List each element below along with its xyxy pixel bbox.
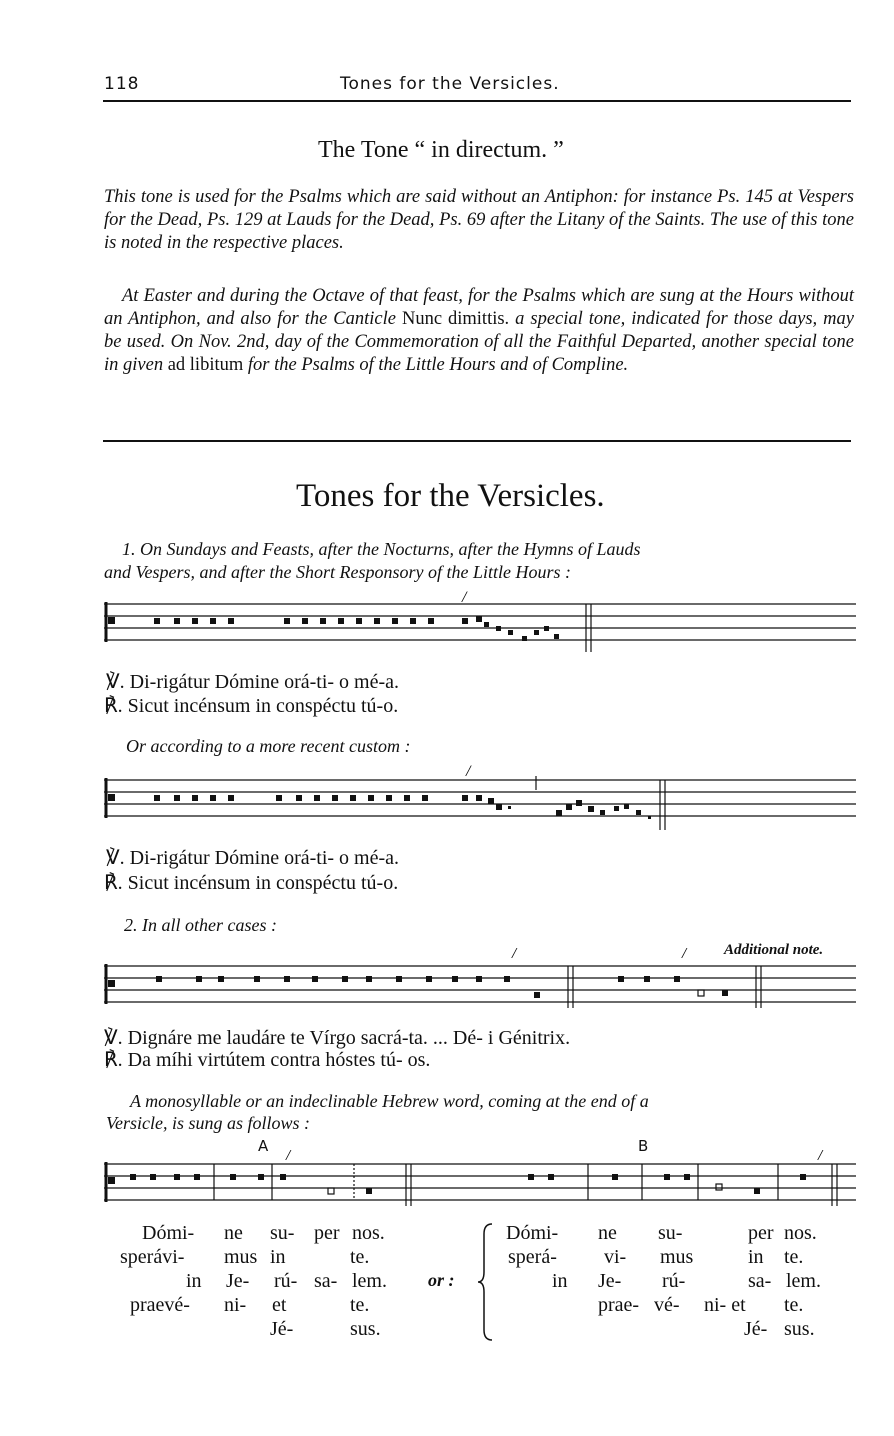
para2-c: a special tone, indicated for those days, may be used. On Nov. 2nd, day of the Commemoration of all the Faithful Departed, another special tone in given	[104, 309, 854, 375]
syl-b-2-5: te.	[784, 1246, 804, 1268]
rubric-3-line-1: A monosyllable or an indeclinable Hebrew word, coming at the end of a	[130, 1091, 649, 1111]
or-label: or :	[428, 1270, 455, 1290]
syl-a-4-1: praevé-	[130, 1294, 190, 1316]
syl-a-4-2: ni-	[224, 1294, 247, 1316]
syl-a-1-5: nos.	[352, 1222, 385, 1244]
syl-b-2-2: vi-	[604, 1246, 627, 1268]
page-number: 118	[104, 74, 140, 94]
response-2: ℟. Sicut incénsum in conspéctu tú-o.	[104, 872, 399, 894]
syl-b-4-3: vé-	[654, 1294, 680, 1316]
chant-staff-1	[104, 590, 856, 660]
versicle-2: ℣. Di-rigátur Dómine orá-ti- o mé-a.	[106, 847, 400, 869]
syl-b-5-4: Jé-	[744, 1318, 768, 1340]
para2-a: At Easter and during the Octave of that feast, for the Psalms which are sung at the Hours without an Antiphon, and also for the Canticle	[104, 286, 854, 329]
rubric-1-line-1: 1. On Sundays and Feasts, after the Nocturns, after the Hymns of Lauds	[122, 539, 641, 559]
syl-a-5-4: sus.	[350, 1318, 381, 1340]
syl-b-3-1: in	[552, 1270, 568, 1292]
syl-b-3-4: sa-	[748, 1270, 772, 1292]
syl-a-1-4: per	[314, 1222, 340, 1244]
rubric-1-line-2: and Vespers, and after the Short Responsory of the Little Hours :	[104, 562, 571, 582]
versicle-1: ℣. Di-rigátur Dómine orá-ti- o mé-a.	[106, 671, 400, 693]
syl-b-2-4: in	[748, 1246, 764, 1268]
para2-e: for the Psalms of the Little Hours and of Compline.	[247, 355, 629, 375]
response-3: ℟. Da míhi virtútem contra hóstes tú- os.	[104, 1049, 431, 1071]
syl-a-4-3: et	[272, 1294, 287, 1316]
syl-a-5-2: Jé-	[270, 1318, 294, 1340]
syl-b-3-2: Je-	[598, 1270, 622, 1292]
response-1: ℟. Sicut incénsum in conspéctu tú-o.	[104, 695, 399, 717]
additional-note-label: Additional note.	[724, 942, 824, 958]
syl-b-4-5: te.	[784, 1294, 804, 1316]
svg-text:/: /	[286, 1150, 291, 1164]
para2-nunc-dimittis: Nunc dimittis.	[401, 309, 510, 329]
paragraph-easter	[104, 285, 854, 377]
syl-b-1-1: Dómi-	[506, 1222, 559, 1244]
para2-ad-libitum: ad libitum	[167, 355, 244, 375]
syl-a-3-4: sa-	[314, 1270, 338, 1292]
syl-a-4-5: te.	[350, 1294, 370, 1316]
syl-b-4-2: prae-	[598, 1294, 640, 1316]
syl-b-1-2: ne	[598, 1222, 617, 1244]
brace-icon	[476, 1222, 496, 1342]
svg-text:/: /	[466, 764, 471, 780]
syl-a-1-1: Dómi-	[142, 1222, 195, 1244]
syl-b-1-3: su-	[658, 1222, 683, 1244]
section-title-versicles: Tones for the Versicles.	[296, 478, 605, 514]
syl-a-2-3: in	[270, 1246, 286, 1268]
chant-staff-4	[104, 1150, 856, 1210]
label-b: B	[638, 1137, 649, 1155]
syl-a-1-3: su-	[270, 1222, 295, 1244]
chant-staff-3	[104, 948, 856, 1008]
syl-b-4-4: ni- et	[704, 1294, 746, 1316]
syl-b-3-3: rú-	[662, 1270, 686, 1292]
paragraph-in-directum: This tone is used for the Psalms which are said without an Antiphon: for instance Ps. 145 at Vespers for the Dead, Ps. 129 at Lauds for the Dead, Ps. 69 after the Litany of the Saints. The use of this tone is noted in the respective places.	[104, 187, 854, 253]
section-title-in-directum: The Tone “ in directum. ”	[318, 137, 564, 163]
syl-a-3-1: in	[186, 1270, 202, 1292]
label-a: A	[258, 1137, 269, 1155]
svg-text:/: /	[818, 1150, 823, 1164]
svg-text:/: /	[512, 948, 517, 962]
syl-a-2-1: sperávi-	[120, 1246, 185, 1268]
svg-text:/: /	[682, 948, 687, 962]
running-title: Tones for the Versicles.	[340, 74, 560, 94]
header-rule	[103, 100, 851, 102]
syl-a-2-2: mus	[224, 1246, 258, 1268]
syl-b-2-1: sperá-	[508, 1246, 557, 1268]
syl-a-3-5: lem.	[352, 1270, 387, 1292]
syl-a-3-3: rú-	[274, 1270, 298, 1292]
chant-staff-2	[104, 764, 856, 834]
versicle-3: ℣. Dignáre me laudáre te Vírgo sacrá-ta. ... Dé- i Génitrix.	[104, 1027, 571, 1049]
rubric-recent-custom: Or according to a more recent custom :	[126, 736, 411, 756]
syl-a-1-2: ne	[224, 1222, 243, 1244]
syl-b-1-5: nos.	[784, 1222, 817, 1244]
syl-b-1-4: per	[748, 1222, 774, 1244]
syl-a-3-2: Je-	[226, 1270, 250, 1292]
rubric-2: 2. In all other cases :	[124, 915, 277, 935]
rubric-3-line-2: Versicle, is sung as follows :	[106, 1113, 311, 1133]
syl-b-2-3: mus	[660, 1246, 694, 1268]
svg-text:/: /	[462, 590, 467, 606]
syl-b-3-5: lem.	[786, 1270, 821, 1292]
syl-b-5-5: sus.	[784, 1318, 815, 1340]
syl-a-2-5: te.	[350, 1246, 370, 1268]
section-divider	[103, 440, 851, 442]
